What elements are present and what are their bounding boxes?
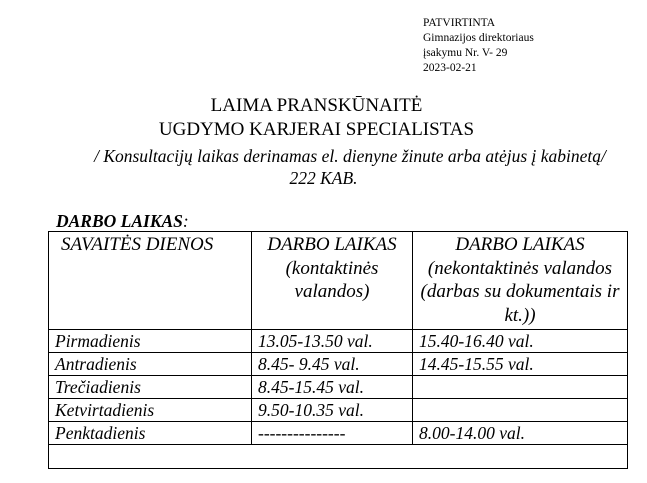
contact-hours-cell: 8.45- 9.45 val.	[252, 353, 413, 376]
table-row	[49, 399, 628, 422]
empty-table-row	[49, 445, 628, 469]
approval-issuer: Gimnazijos direktoriaus	[423, 32, 534, 44]
approval-order-number: įsakymu Nr. V- 29	[423, 47, 508, 59]
contact-hours-cell: 13.05-13.50 val.	[252, 330, 413, 353]
room-number: 222 KAB.	[289, 168, 358, 188]
consultation-note: / Konsultacijų laikas derinamas el. dienyne žinute arba atėjus į kabinetą/	[94, 146, 606, 166]
noncontact-hours-cell: 15.40-16.40 val.	[413, 330, 628, 353]
empty-cell	[49, 445, 628, 469]
contact-hours-cell: ---------------	[252, 422, 413, 445]
day-cell: Pirmadienis	[49, 330, 252, 353]
work-schedule-table	[48, 231, 628, 469]
section-label	[56, 210, 189, 232]
table-row	[49, 422, 628, 445]
specialist-position: UGDYMO KARJERAI SPECIALISTAS	[158, 119, 475, 140]
day-cell: Penktadienis	[49, 422, 252, 445]
header-weekdays: SAVAITĖS DIENOS	[49, 232, 252, 330]
section-label-text: DARBO LAIKAS	[56, 211, 183, 231]
day-cell: Ketvirtadienis	[49, 399, 252, 422]
table-header-row	[49, 232, 628, 330]
noncontact-hours-cell: 8.00-14.00 val.	[413, 422, 628, 445]
header-noncontact-hours: DARBO LAIKAS (nekontaktinės valandos (darbas su dokumentais ir kt.))	[413, 232, 628, 330]
noncontact-hours-cell: 14.45-15.55 val.	[413, 353, 628, 376]
header-contact-hours: DARBO LAIKAS (kontaktinės valandos)	[252, 232, 413, 330]
approval-title: PATVIRTINTA	[423, 17, 496, 29]
contact-hours-cell: 9.50-10.35 val.	[252, 399, 413, 422]
noncontact-hours-cell	[413, 399, 628, 422]
section-label-colon: :	[182, 211, 189, 231]
contact-hours-cell: 8.45-15.45 val.	[252, 376, 413, 399]
day-cell: Antradienis	[49, 353, 252, 376]
table-row	[49, 376, 628, 399]
approval-date: 2023-02-21	[423, 62, 477, 74]
table-row	[49, 330, 628, 353]
day-cell: Trečiadienis	[49, 376, 252, 399]
specialist-name: LAIMA PRANSKŪNAITĖ	[210, 95, 423, 116]
approval-block	[423, 16, 534, 76]
noncontact-hours-cell	[413, 376, 628, 399]
table-row	[49, 353, 628, 376]
